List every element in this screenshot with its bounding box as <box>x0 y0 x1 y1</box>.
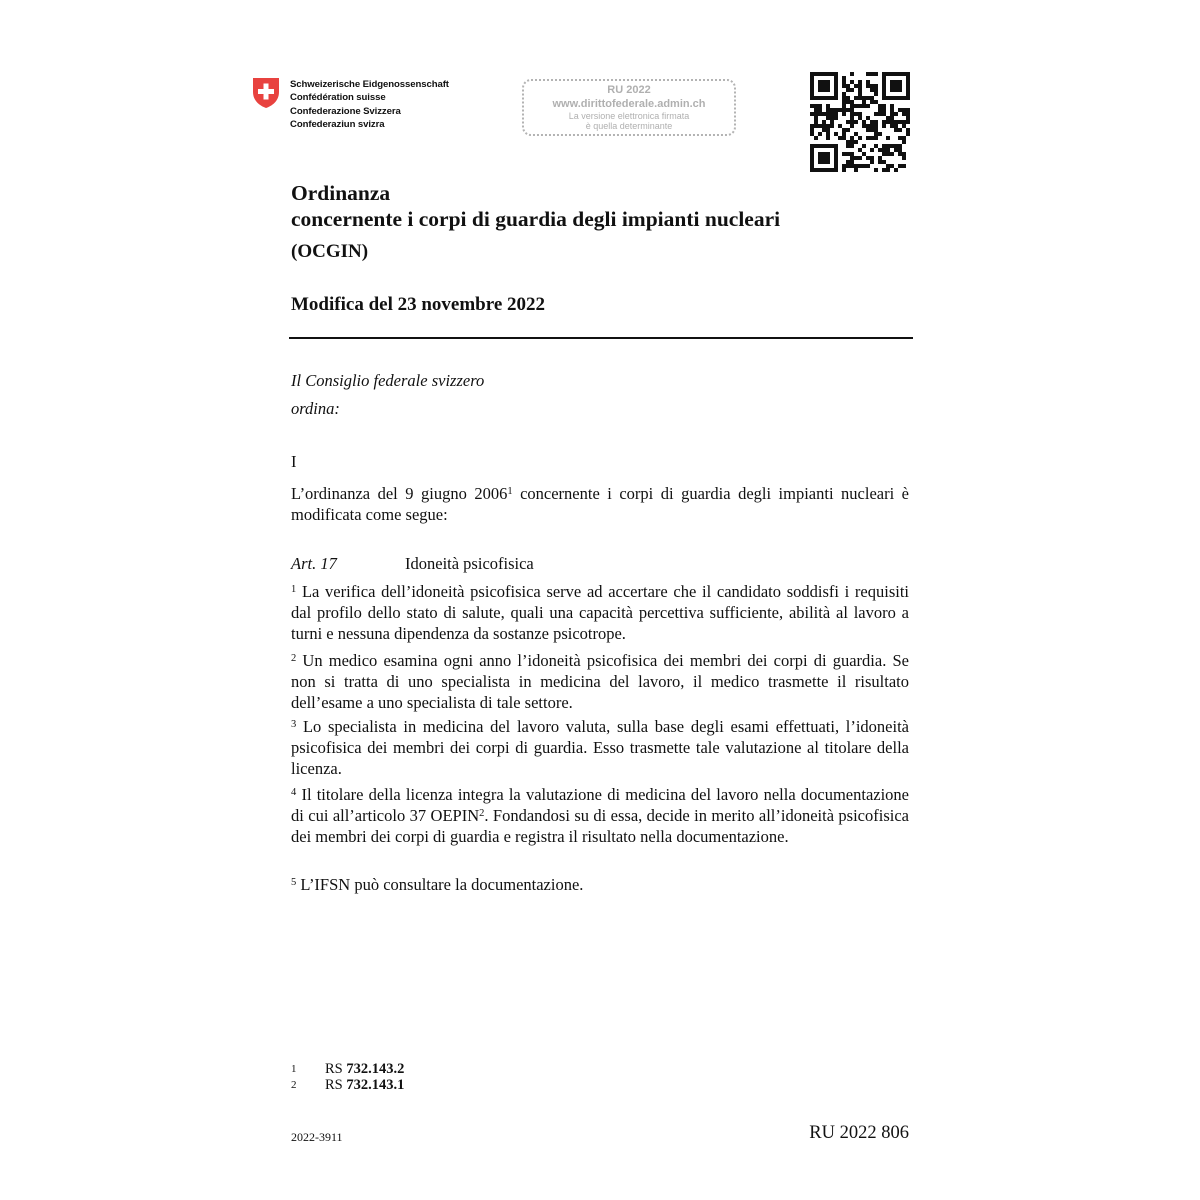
enacting-authority: Il Consiglio federale svizzero <box>291 371 485 390</box>
confederation-name-fr: Confédération suisse <box>290 92 386 104</box>
title-abbreviation: (OCGIN) <box>291 241 369 262</box>
paragraph-text-start: Il titolare della licenza integra la valutazione di medicina del lavoro nella documentazione di cui all’articolo 37 OEPIN <box>291 785 909 825</box>
confederation-name-de: Schweizerische Eidgenossenschaft <box>290 79 449 90</box>
official-collection-page: RU 2022 806 <box>809 1123 909 1143</box>
footnote-2 <box>291 1077 404 1093</box>
title-divider <box>289 337 913 339</box>
paragraph-number: 1 <box>291 584 297 595</box>
document-title <box>291 180 780 265</box>
amendment-preamble <box>291 483 909 525</box>
paragraph-text: Lo specialista in medicina del lavoro valuta, sulla base degli esami effettuati, l’idoneità psicofisica dei membri dei corpi di guardia. Esso trasmette tale valutazione al titolare della licenza. <box>291 717 909 778</box>
confederation-name-rm: Confederaziun svizra <box>290 118 385 130</box>
paragraph-text-end: . Fondandosi su di essa, decide in merito all’idoneità psicofisica dei membri dei corpi di guardia e registra il risultato nella documentazione. <box>291 806 909 846</box>
document-id: 2022-3911 <box>291 1130 343 1144</box>
stamp-collection: RU 2022 <box>607 84 651 96</box>
paragraph-number: 5 <box>291 877 297 888</box>
paragraph-text: Un medico esamina ogni anno l’idoneità psicofisica dei membri dei corpi di guardia. Se non si tratta di uno specialista in medicina del lavoro, il medico trasmette il risultato dell’esame a uno specialista di tale settore. <box>291 651 909 712</box>
footnote-ref-1: 1 <box>507 486 513 497</box>
article-title: Idoneità psicofisica <box>405 554 534 573</box>
qr-code-icon <box>810 72 910 172</box>
preamble-text-end: concernente i corpi di guardia degli impianti nucleari è modificata come segue: <box>291 484 909 524</box>
footnote-reference: 732.143.2 <box>346 1061 405 1077</box>
paragraph-text: La verifica dell’idoneità psicofisica serve ad accertare che il candidato soddisfi i requisiti dal profilo dello stato di salute, quali una capacità percettiva sufficiente, abilità al lavoro a turni e nessuna dipendenza da sostanze psicotrope. <box>291 582 909 643</box>
stamp-note-line2: è quella determinante <box>585 121 673 131</box>
article-paragraph-5 <box>291 874 909 895</box>
publication-stamp <box>522 79 736 136</box>
preamble-text-start: L’ordinanza del 9 giugno 2006 <box>291 484 508 503</box>
footnote-1 <box>291 1061 404 1077</box>
paragraph-number: 3 <box>291 719 297 730</box>
paragraph-number: 2 <box>291 653 297 664</box>
modification-date: Modifica del 23 novembre 2022 <box>291 294 546 315</box>
swiss-cross-icon <box>252 77 280 109</box>
confederation-name-block <box>290 78 449 131</box>
article-paragraph-4 <box>291 784 909 847</box>
footnote-number: 2 <box>291 1079 297 1091</box>
article-paragraph-1 <box>291 581 909 644</box>
confederation-name-it: Confederazione Svizzera <box>290 105 401 117</box>
article-paragraph-2 <box>291 650 909 713</box>
paragraph-text: L’IFSN può consultare la documentazione. <box>296 875 584 894</box>
enacting-clause <box>291 367 909 423</box>
stamp-website: www.dirittofederale.admin.ch <box>552 98 706 110</box>
footnote-ref-2: 2 <box>479 808 485 819</box>
footnotes <box>291 1061 404 1093</box>
article-number: Art. 17 <box>291 554 337 573</box>
footnote-number: 1 <box>291 1063 297 1075</box>
article-paragraph-3 <box>291 716 909 779</box>
footnote-reference: 732.143.1 <box>346 1077 405 1093</box>
footnote-prefix: RS <box>325 1061 347 1077</box>
footnote-prefix: RS <box>325 1077 347 1093</box>
paragraph-number: 4 <box>291 787 297 798</box>
stamp-note-line1: La versione elettronica firmata <box>568 111 690 121</box>
section-number: I <box>291 452 297 471</box>
title-line-1: Ordinanza <box>291 181 391 205</box>
title-line-2: concernente i corpi di guardia degli impianti nucleari <box>291 207 781 231</box>
article-heading <box>291 553 909 574</box>
enacting-verb: ordina: <box>291 399 340 418</box>
